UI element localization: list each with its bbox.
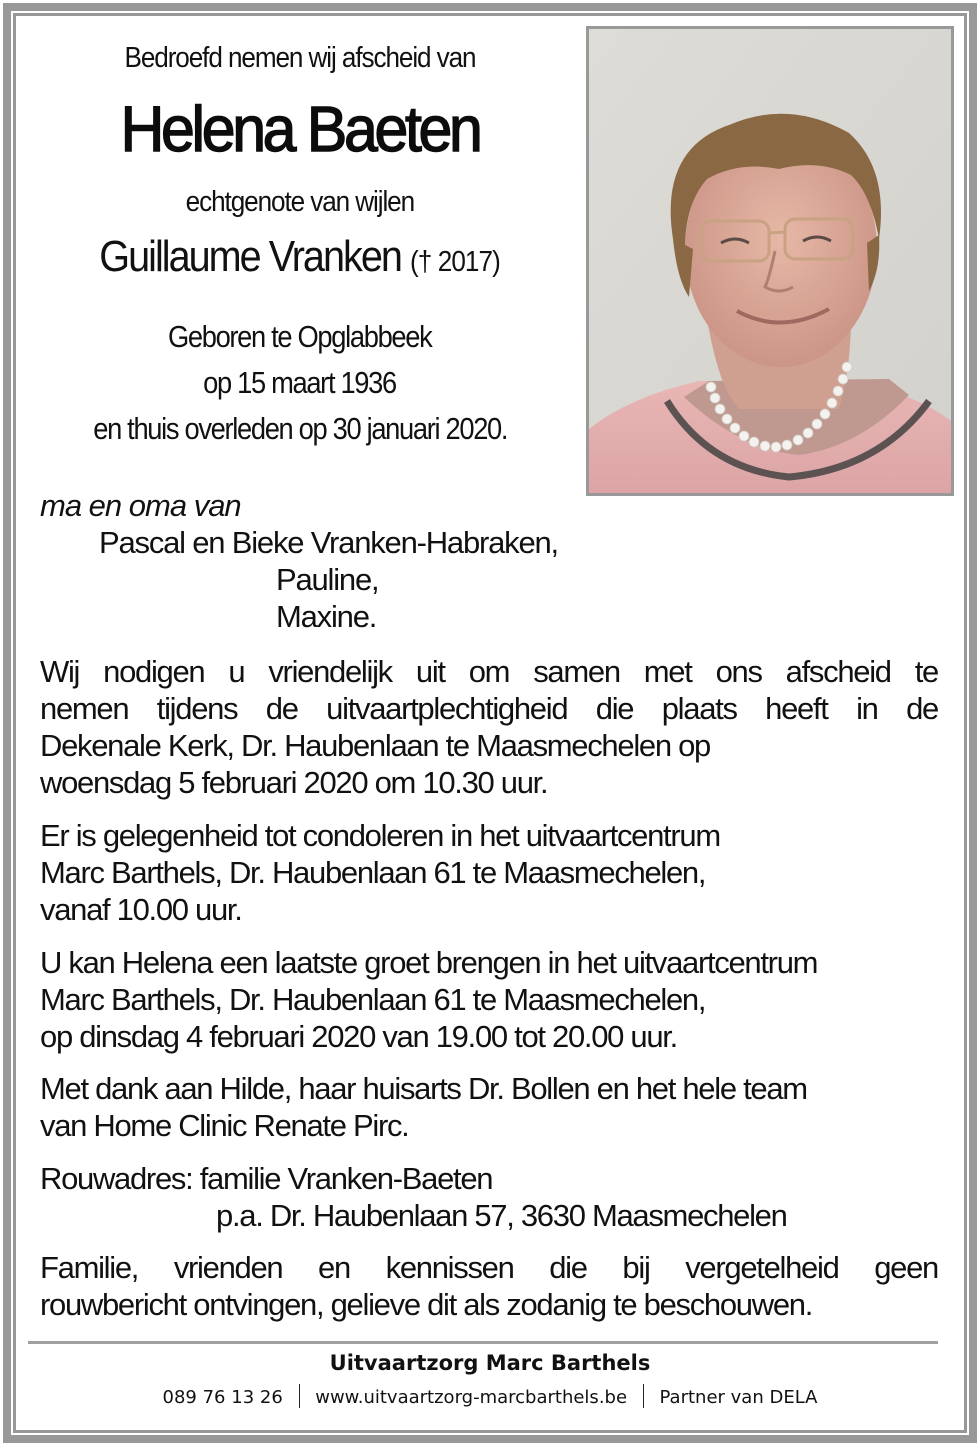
farewell-paragraph (40, 944, 938, 1055)
paragraph-line: op dinsdag 4 februari 2020 van 19.00 tot 20.00 uur. (40, 1019, 677, 1054)
funeral-home-name-text: Uitvaartzorg Marc Barthels (329, 1351, 651, 1375)
condolences-paragraph (40, 817, 938, 928)
spouse-name (20, 232, 580, 282)
intro-label: Bedroefd nemen wij afscheid van (124, 42, 476, 74)
birth-date-text: op 15 maart 1936 (203, 365, 397, 400)
footer-divider (28, 1341, 938, 1344)
family-member-text: Pascal en Bieke Vranken-Habraken, (99, 525, 558, 560)
portrait-image (589, 29, 951, 493)
family-member-text: Pauline, (276, 562, 379, 597)
death-info-text: en thuis overleden op 30 januari 2020. (93, 411, 507, 446)
partner-text: Partner van DELA (659, 1387, 818, 1408)
family-member-text: Maxine. (276, 599, 377, 634)
paragraph-line: Marc Barthels, Dr. Haubenlaan 61 te Maasmechelen, (40, 982, 706, 1017)
website-link[interactable]: www.uitvaartzorg-marcbarthels.be (315, 1387, 628, 1408)
paragraph-line: woensdag 5 februari 2020 om 10.30 uur. (40, 765, 548, 800)
paragraph-line: nemen tijdens de uitvaartplechtigheid die plaats heeft in de (40, 691, 938, 726)
paragraph-line: Met dank aan Hilde, haar huisarts Dr. Bollen en het hele team (40, 1071, 807, 1106)
mourning-address (40, 1160, 938, 1234)
funeral-home-contact (20, 1384, 960, 1408)
deceased-name-label: Helena Baeten (120, 93, 480, 165)
funeral-home-name (20, 1351, 960, 1375)
paragraph-line: vanaf 10.00 uur. (40, 892, 242, 927)
birth-place (20, 319, 580, 355)
separator (643, 1384, 644, 1408)
closing-paragraph (40, 1249, 938, 1323)
paragraph-line: van Home Clinic Renate Pirc. (40, 1108, 409, 1143)
paragraph-line: Dekenale Kerk, Dr. Haubenlaan te Maasmechelen op (40, 728, 710, 763)
address-label-line: Rouwadres: familie Vranken-Baeten (40, 1161, 493, 1196)
deceased-name (20, 92, 580, 166)
family-label (40, 488, 241, 524)
birth-date (20, 365, 580, 401)
separator (299, 1384, 300, 1408)
family-member (276, 562, 378, 598)
spouse-label (20, 186, 580, 219)
birth-place-text: Geboren te Opglabbeek (168, 319, 432, 354)
spouse-label-text: echtgenote van wijlen (185, 186, 415, 218)
paragraph-line: Er is gelegenheid tot condoleren in het uitvaartcentrum (40, 818, 720, 853)
paragraph-line: rouwbericht ontvingen, gelieve dit als zodanig te beschouwen. (40, 1287, 813, 1322)
spouse-name-text: Guillaume Vranken (99, 232, 402, 281)
phone-number: 089 76 13 26 (162, 1387, 283, 1408)
thanks-paragraph (40, 1070, 938, 1144)
spouse-death-note: († 2017) (410, 246, 501, 278)
paragraph-line: Marc Barthels, Dr. Haubenlaan 61 te Maasmechelen, (40, 855, 706, 890)
death-info (20, 411, 580, 447)
ceremony-paragraph (40, 653, 938, 801)
paragraph-line: Wij nodigen u vriendelijk uit om samen met ons afscheid te (40, 654, 938, 689)
paragraph-line: Familie, vrienden en kennissen die bij vergetelheid geen (40, 1250, 938, 1285)
portrait-photo (586, 26, 954, 496)
paragraph-line: U kan Helena een laatste groet brengen in het uitvaartcentrum (40, 945, 818, 980)
address-street-line: p.a. Dr. Haubenlaan 57, 3630 Maasmechelen (216, 1198, 787, 1233)
family-label-text: ma en oma van (40, 488, 241, 523)
family-member (99, 525, 558, 561)
intro-text (20, 42, 580, 75)
family-member (276, 599, 376, 635)
